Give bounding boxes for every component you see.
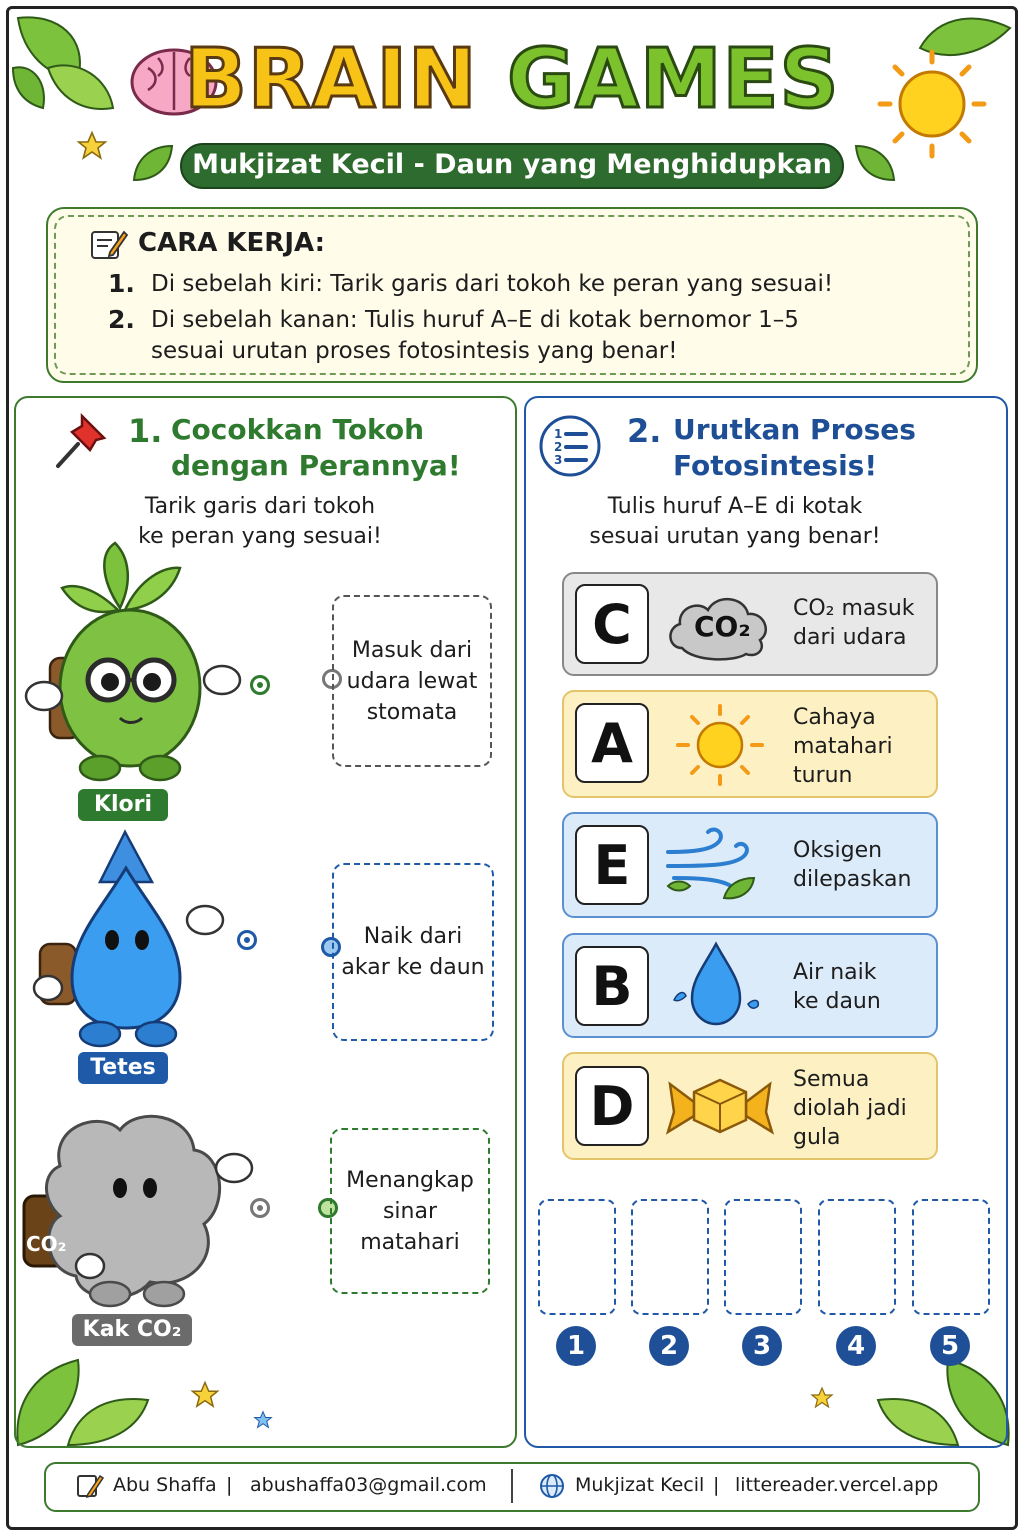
section-1-title-line2: dengan Perannya! [171, 449, 461, 482]
role-3-line2: sinar [382, 1198, 438, 1224]
tetes-character-icon [30, 828, 230, 1052]
step-a-line1: Cahaya [793, 705, 876, 730]
cloud-co2-label: CO₂ [694, 610, 751, 643]
section-1-subtitle-line1: Tarik garis dari tokoh [144, 494, 376, 519]
character-name-tetes: Tetes [78, 1052, 168, 1084]
kak-co2-connect-dot[interactable] [250, 1198, 270, 1218]
role-3-line3: matahari [360, 1229, 460, 1255]
section-1-number: 1. [128, 412, 163, 450]
step-e-line2: dilepaskan [793, 867, 912, 892]
footer-separator: | [226, 1474, 233, 1496]
instruction-text-2b: sesuai urutan proses fotosintesis yang benar! [151, 338, 678, 364]
svg-text:3: 3 [554, 453, 563, 467]
step-c-text [793, 594, 915, 652]
step-letter-b: B [575, 946, 649, 1026]
title-brain: BRAIN [184, 32, 478, 127]
sun-icon [872, 44, 992, 164]
step-a-line2: matahari [793, 734, 893, 759]
character-name-kak-co2: Kak CO₂ [72, 1314, 192, 1346]
answer-box-1[interactable] [538, 1199, 616, 1315]
role-1-line1: Masuk dari [351, 637, 473, 663]
klori-character-icon [20, 538, 250, 788]
section-2-subtitle-line2: sesuai urutan yang benar! [589, 524, 881, 549]
klori-connect-dot[interactable] [250, 675, 270, 695]
pencil-icon [76, 1472, 104, 1500]
step-b-text [793, 958, 881, 1016]
step-a-text [793, 703, 893, 790]
svg-text:1: 1 [554, 427, 563, 441]
section-1-title-line1: Cocokkan Tokoh [171, 413, 425, 446]
footer-author: Abu Shaffa [113, 1474, 217, 1496]
step-letter-a: A [575, 703, 649, 783]
section-2-number: 2. [627, 412, 662, 450]
tetes-connect-dot[interactable] [237, 930, 257, 950]
step-a-line3: turun [793, 763, 853, 788]
footer-email[interactable]: abushaffa03@gmail.com [250, 1474, 487, 1496]
sun-icon [672, 702, 768, 788]
footer-site[interactable]: littereader.vercel.app [735, 1474, 939, 1496]
answer-number-1: 1 [556, 1326, 596, 1366]
instruction-number-1: 1. [108, 269, 135, 298]
role-2-line1: Naik dari [363, 924, 463, 949]
pushpin-icon [52, 410, 112, 472]
title-games: GAMES [507, 32, 840, 127]
footer-brand: Mukjizat Kecil [575, 1474, 705, 1496]
page-subtitle: Mukjizat Kecil - Daun yang Menghidupkan [192, 149, 832, 180]
step-d-line1: Semua [793, 1067, 870, 1092]
step-c-line1: CO₂ masuk [793, 596, 915, 621]
answer-number-2: 2 [649, 1326, 689, 1366]
footer-separator: | [713, 1474, 720, 1496]
step-letter-e: E [575, 825, 649, 905]
step-d-line2: diolah jadi [793, 1096, 907, 1121]
role-1-line2: udara lewat [346, 668, 478, 694]
globe-icon [538, 1472, 566, 1500]
role-box-3[interactable] [330, 1128, 490, 1294]
step-d-line3: gula [793, 1125, 841, 1150]
section-1-subtitle-line2: ke peran yang sesuai! [138, 524, 382, 549]
water-drop-icon [668, 940, 764, 1028]
role-box-2[interactable] [332, 863, 494, 1041]
step-b-line2: ke daun [793, 989, 881, 1014]
numbered-list-icon [538, 414, 602, 478]
instruction-text-2a: Di sebelah kanan: Tulis huruf A–E di kotak bernomor 1–5 [151, 307, 799, 333]
section-2-title-line2: Fotosintesis! [673, 449, 878, 482]
role-1-line3: stomata [366, 699, 458, 725]
answer-box-5[interactable] [912, 1199, 990, 1315]
candy-icon [664, 1062, 776, 1148]
footer-divider [511, 1469, 513, 1503]
svg-text:2: 2 [554, 440, 563, 454]
answer-box-2[interactable] [631, 1199, 709, 1315]
section-2-title-line1: Urutkan Proses [673, 413, 916, 446]
leaf-decoration-icon [130, 140, 176, 186]
instruction-text-1: Di sebelah kiri: Tarik garis dari tokoh ke peran yang sesuai! [151, 271, 834, 297]
instructions-title: CARA KERJA: [138, 228, 326, 258]
answer-number-3: 3 [742, 1326, 782, 1366]
page-title [0, 30, 1024, 130]
step-letter-d: D [575, 1066, 649, 1146]
answer-box-4[interactable] [818, 1199, 896, 1315]
step-e-text [793, 836, 911, 894]
instruction-number-2: 2. [108, 305, 135, 334]
wind-leaf-icon [664, 822, 760, 904]
answer-box-3[interactable] [724, 1199, 802, 1315]
step-b-line1: Air naik [793, 960, 877, 985]
step-letter-c: C [575, 584, 649, 664]
step-e-line1: Oksigen [793, 838, 883, 863]
step-c-line2: dari udara [793, 625, 907, 650]
character-name-klori: Klori [78, 789, 168, 821]
answer-number-5: 5 [930, 1326, 970, 1366]
co2-cloud-character-icon [20, 1106, 260, 1312]
pencil-note-icon [90, 226, 128, 260]
star-icon [76, 130, 108, 162]
step-d-text [793, 1065, 907, 1152]
role-2-line2: akar ke daun [341, 955, 485, 980]
answer-number-4: 4 [836, 1326, 876, 1366]
co2-bag-label: CO₂ [26, 1232, 67, 1256]
role-3-line1: Menangkap [346, 1167, 474, 1193]
role-box-1[interactable] [332, 595, 492, 767]
section-2-subtitle-line1: Tulis huruf A–E di kotak [607, 494, 863, 519]
